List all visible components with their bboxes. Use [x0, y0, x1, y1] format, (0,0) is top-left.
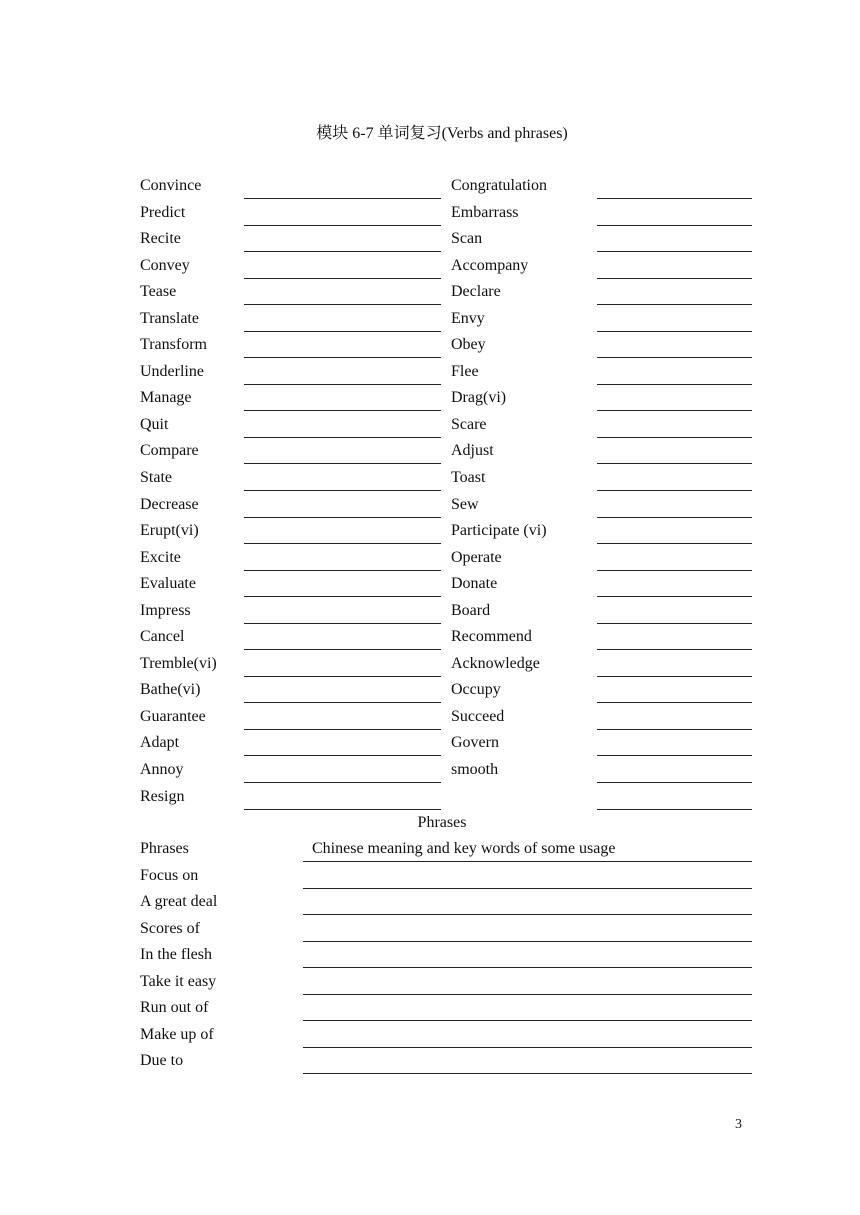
answer-line [244, 543, 441, 544]
answer-line [597, 225, 752, 226]
vocab-word: Scan [451, 230, 483, 248]
answer-line [244, 755, 441, 756]
answer-line [597, 596, 752, 597]
answer-line [303, 1047, 752, 1048]
answer-line [244, 517, 441, 518]
vocab-word: Recommend [451, 628, 532, 646]
phrases-section-heading: Phrases [417, 814, 467, 831]
answer-line [597, 437, 752, 438]
vocab-word: Convince [140, 177, 202, 194]
vocab-word: Tremble(vi) [140, 654, 217, 672]
vocab-word: Declare [451, 283, 501, 301]
answer-line [597, 198, 752, 199]
vocab-word: Operate [451, 548, 502, 566]
answer-line [303, 941, 752, 942]
answer-line [244, 463, 441, 464]
answer-line [244, 570, 441, 571]
page-title: 模块 6-7 单词复习(Verbs and phrases) [316, 125, 568, 142]
vocab-word: Adjust [451, 442, 494, 460]
vocab-word: Toast [451, 469, 486, 487]
answer-line [244, 278, 441, 279]
vocab-word: Tease [140, 283, 177, 301]
answer-line [244, 490, 441, 491]
vocab-word: Decrease [140, 495, 199, 513]
vocab-word: Guarantee [140, 707, 206, 725]
phrase-text: In the flesh [140, 946, 212, 964]
phrases-column-header: Phrases [140, 840, 189, 857]
answer-line [303, 861, 752, 862]
vocab-word: Embarrass [451, 203, 519, 221]
vocab-word: Sew [451, 495, 479, 513]
answer-line [244, 357, 441, 358]
answer-line [244, 384, 441, 385]
answer-line [303, 967, 752, 968]
phrase-text: Focus on [140, 866, 199, 884]
answer-line [597, 357, 752, 358]
vocab-word: Flee [451, 362, 479, 380]
vocab-word: Occupy [451, 681, 501, 699]
answer-line [244, 304, 441, 305]
vocab-word: Donate [451, 575, 498, 593]
answer-line [597, 410, 752, 411]
vocab-word: smooth [451, 761, 499, 779]
answer-line [597, 782, 752, 783]
answer-line [244, 782, 441, 783]
answer-line [244, 410, 441, 411]
vocab-word: Impress [140, 601, 191, 619]
answer-line [303, 914, 752, 915]
answer-line [244, 649, 441, 650]
vocab-word: Transform [140, 336, 207, 354]
answer-line [244, 331, 441, 332]
answer-line [597, 623, 752, 624]
answer-line [244, 809, 441, 810]
vocab-word: Annoy [140, 761, 184, 779]
answer-line [244, 676, 441, 677]
answer-line [597, 676, 752, 677]
vocab-word: Resign [140, 787, 185, 805]
vocab-word: Participate (vi) [451, 522, 547, 540]
answer-line [597, 384, 752, 385]
vocab-word: Adapt [140, 734, 180, 752]
vocab-word: Manage [140, 389, 192, 407]
vocab-word: Convey [140, 256, 190, 274]
page-number: 3 [735, 1117, 742, 1132]
answer-line [597, 463, 752, 464]
vocab-word: State [140, 469, 172, 487]
phrase-text: Make up of [140, 1025, 214, 1043]
phrase-text: A great deal [140, 893, 218, 911]
vocab-word: Scare [451, 415, 487, 433]
answer-line [597, 517, 752, 518]
answer-line [244, 198, 441, 199]
answer-line [597, 331, 752, 332]
vocab-word: Obey [451, 336, 486, 354]
vocab-word: Bathe(vi) [140, 681, 201, 699]
phrase-text: Due to [140, 1052, 184, 1070]
answer-line [244, 596, 441, 597]
answer-line [597, 702, 752, 703]
answer-line [597, 251, 752, 252]
vocab-word: Translate [140, 309, 199, 327]
answer-line [244, 729, 441, 730]
answer-line [244, 437, 441, 438]
answer-line [597, 543, 752, 544]
answer-line [597, 304, 752, 305]
answer-line [597, 809, 752, 810]
answer-line [597, 570, 752, 571]
phrase-text: Run out of [140, 999, 209, 1017]
vocab-word: Govern [451, 734, 499, 752]
vocab-word: Underline [140, 362, 204, 380]
vocab-word: Envy [451, 309, 485, 327]
answer-line [244, 251, 441, 252]
vocab-word: Compare [140, 442, 199, 460]
answer-line [244, 225, 441, 226]
answer-line [597, 729, 752, 730]
vocab-word: Excite [140, 548, 181, 566]
answer-line [303, 1020, 752, 1021]
phrase-text: Take it easy [140, 972, 217, 990]
answer-line [597, 490, 752, 491]
answer-line [303, 1073, 752, 1074]
vocab-word: Erupt(vi) [140, 522, 199, 540]
answer-line [303, 888, 752, 889]
vocab-word: Quit [140, 415, 169, 433]
vocab-word: Board [451, 601, 491, 619]
meaning-column-header: Chinese meaning and key words of some usage [312, 840, 616, 857]
vocab-word: Accompany [451, 256, 529, 274]
answer-line [597, 649, 752, 650]
vocab-word: Evaluate [140, 575, 196, 593]
vocab-word: Recite [140, 230, 181, 248]
vocab-word: Acknowledge [451, 654, 540, 672]
vocab-word: Predict [140, 203, 186, 221]
answer-line [597, 755, 752, 756]
answer-line [303, 994, 752, 995]
answer-line [244, 702, 441, 703]
answer-line [597, 278, 752, 279]
vocab-word: Drag(vi) [451, 389, 507, 407]
vocab-word: Succeed [451, 707, 505, 725]
answer-line [244, 623, 441, 624]
phrase-text: Scores of [140, 919, 200, 937]
vocab-word: Congratulation [451, 177, 547, 194]
vocab-word: Cancel [140, 628, 185, 646]
